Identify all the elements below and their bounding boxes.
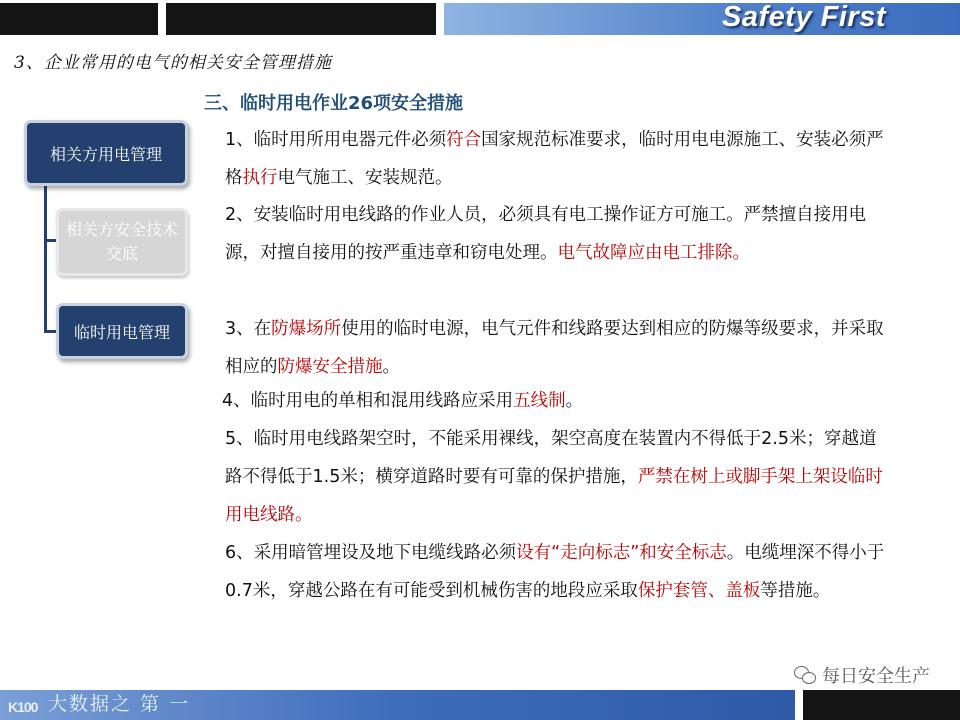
watermark-text: 每日安全生产 xyxy=(822,666,930,687)
measure-3-text-2: 使用的临时电源，电气元件和线路要达到相应的防爆等级要求，并采取相应的 xyxy=(225,319,884,377)
measure-6-highlight: 设有“走向标志”和安全标志 xyxy=(516,543,727,563)
footer-text: 大数据之 第 一 xyxy=(48,693,191,715)
measure-1-text: 1、临时用所用电器元件必须 xyxy=(225,130,447,150)
measure-6-text-3: 等措施。 xyxy=(760,581,831,601)
tree-node-briefing-label: 相关方安全技术交底 xyxy=(65,220,178,263)
banner-stripe-left xyxy=(0,3,158,35)
section-heading: 3、企业常用的电气的相关安全管理措施 xyxy=(14,53,332,73)
measure-5-highlight: 严禁在树上或脚手架上架设临时用电线路。 xyxy=(225,467,883,525)
footer-bar xyxy=(0,690,960,720)
brand-title: Safety First xyxy=(722,1,886,33)
footer-logo: K100 xyxy=(8,699,38,715)
measure-4-highlight: 五线制 xyxy=(513,391,566,411)
measure-item-6 xyxy=(225,534,890,610)
measure-6-text: 6、采用暗管埋设及地下电缆线路必须 xyxy=(225,543,517,563)
measure-4-text: 4、临时用电的单相和混用线路应采用 xyxy=(222,391,514,411)
measure-item-2 xyxy=(225,196,890,272)
tree-connector-vertical xyxy=(44,186,47,332)
measure-item-1 xyxy=(225,121,890,197)
measure-3-highlight-2: 防爆安全措施 xyxy=(277,357,383,377)
measure-item-4 xyxy=(222,382,887,420)
measure-item-5 xyxy=(225,420,890,534)
tree-node-temporary-power-label: 临时用电管理 xyxy=(73,322,170,342)
measure-3-text: 3、在 xyxy=(225,319,272,339)
measure-2-highlight: 电气故障应由电工排除。 xyxy=(557,243,750,263)
measure-3-highlight: 防爆场所 xyxy=(271,319,342,339)
measure-6-text-2: 。电缆埋深不得小于0.7米，穿越公路在有可能受到机械伤害的地段应采取 xyxy=(225,543,885,601)
top-banner xyxy=(0,0,960,37)
tree-node-temporary-power[interactable] xyxy=(56,303,188,359)
banner-stripe-middle xyxy=(166,3,436,35)
measure-1-highlight: 符合 xyxy=(446,130,482,150)
measure-1-text-3: 电气施工、安装规范。 xyxy=(277,168,453,188)
measure-6-highlight-2: 保护套管、盖板 xyxy=(637,581,761,601)
measure-3-text-3: 。 xyxy=(382,357,400,377)
tree-node-main-label: 相关方用电管理 xyxy=(49,144,162,164)
footer-dark-panel xyxy=(803,690,960,720)
measure-2-text: 2、安装临时用电线路的作业人员，必须具有电工操作证方可施工。严禁擅自接用电源，对擅自接用的按严重违章和窃电处理。 xyxy=(225,205,867,263)
measure-5-text: 5、临时用电线路架空时，不能采用裸线，架空高度在装置内不得低于2.5米；穿越道路不得低于1.5米；横穿道路时要有可靠的保护措施， xyxy=(225,429,877,487)
measure-1-highlight-2: 执行 xyxy=(242,168,278,188)
measure-4-text-2: 。 xyxy=(565,391,584,411)
tree-node-briefing[interactable] xyxy=(56,208,188,276)
wechat-icon xyxy=(794,666,816,684)
measure-item-3 xyxy=(225,310,890,386)
wechat-watermark xyxy=(794,662,930,688)
slide-subtitle: 三、临时用电作业26项安全措施 xyxy=(204,93,464,114)
tree-node-main[interactable] xyxy=(24,120,188,186)
measure-1-text-2: 国家规范标准要求，临时用电电源施工、安装必须严格 xyxy=(225,130,884,188)
